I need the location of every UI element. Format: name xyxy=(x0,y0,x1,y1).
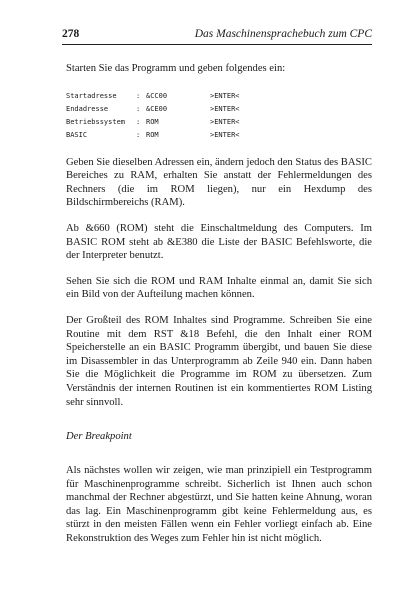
section-heading: Der Breakpoint xyxy=(66,431,132,443)
listing-row xyxy=(66,103,372,116)
intro-paragraph: Starten Sie das Programm und geben folgendes ein: xyxy=(66,63,286,74)
listing-row xyxy=(66,129,372,142)
paragraph-view-contents: Sehen Sie sich die ROM und RAM Inhalte einmal an, damit Sie sich ein Bild von der Aufteilung machen können. xyxy=(66,275,372,301)
listing-value: &CC00 xyxy=(146,91,168,100)
listing-value: ROM xyxy=(146,130,159,139)
listing-separator: : xyxy=(136,117,141,126)
listing-separator: : xyxy=(136,91,141,100)
listing-key: >ENTER< xyxy=(210,117,240,126)
listing-key: >ENTER< xyxy=(210,104,240,113)
listing-key: >ENTER< xyxy=(210,130,240,139)
listing-label: Startadresse xyxy=(66,91,117,100)
paragraph-rom-programs: Der Großteil des ROM Inhaltes sind Programme. Schreiben Sie eine Routine mit dem RST &18 Befehl, die den Inhalt einer ROM Speicherstelle an ein BASIC Programm übergibt, und bauen Sie diese im Disassembler in das Unterprogramm ab Zeile 940 ein. Dann haben Sie die Möglichkeit die Programme im ROM zu übersetzen. Zum Verständnis der internen Routinen ist ein kommentiertes ROM Listing sehr sinnvoll. xyxy=(66,314,372,408)
page-number: 278 xyxy=(62,28,80,40)
listing-row xyxy=(66,90,372,103)
page-body xyxy=(66,62,372,546)
listing-value: &CE00 xyxy=(146,104,168,113)
header-rule xyxy=(62,44,372,45)
input-listing xyxy=(66,90,372,142)
listing-label: Betriebssystem xyxy=(66,117,126,126)
listing-row xyxy=(66,116,372,129)
page-header xyxy=(62,28,372,40)
paragraph-ram-status: Geben Sie dieselben Adressen ein, ändern jedoch den Status des BASIC Bereiches zu RAM, erhalten Sie anstatt der Fehlermeldungen des Rechners (die im ROM liegen), nur ein Hexdump des Bildschirmbereichs (RAM). xyxy=(66,156,372,209)
paragraph-breakpoint: Als nächstes wollen wir zeigen, wie man prinzipiell ein Testprogramm für Maschinenprogramme schreibt. Sicherlich ist Ihnen auch schon manchmal der Rechner abgestürzt, und Sie hatten keine Ahnung, woran das lag. Ein Maschinenprogramm gibt keine Fehlermeldung aus, es stürzt in den meisten Fällen wenn ein Fehler vorliegt einfach ab. Eine Rekonstruktion des Weges zum Fehler hin ist nicht möglich. xyxy=(66,465,372,545)
listing-label: BASIC xyxy=(66,130,88,139)
listing-separator: : xyxy=(136,104,141,113)
paragraph-rom-addresses: Ab &660 (ROM) steht die Einschaltmeldung des Computers. Im BASIC ROM steht ab &E380 die Liste der BASIC Befehlsworte, die der Interpreter benutzt. xyxy=(66,222,372,262)
listing-value: ROM xyxy=(146,117,159,126)
listing-key: >ENTER< xyxy=(210,91,240,100)
listing-label: Endadresse xyxy=(66,104,109,113)
running-title: Das Maschinensprachebuch zum CPC xyxy=(194,28,372,40)
listing-separator: : xyxy=(136,130,141,139)
